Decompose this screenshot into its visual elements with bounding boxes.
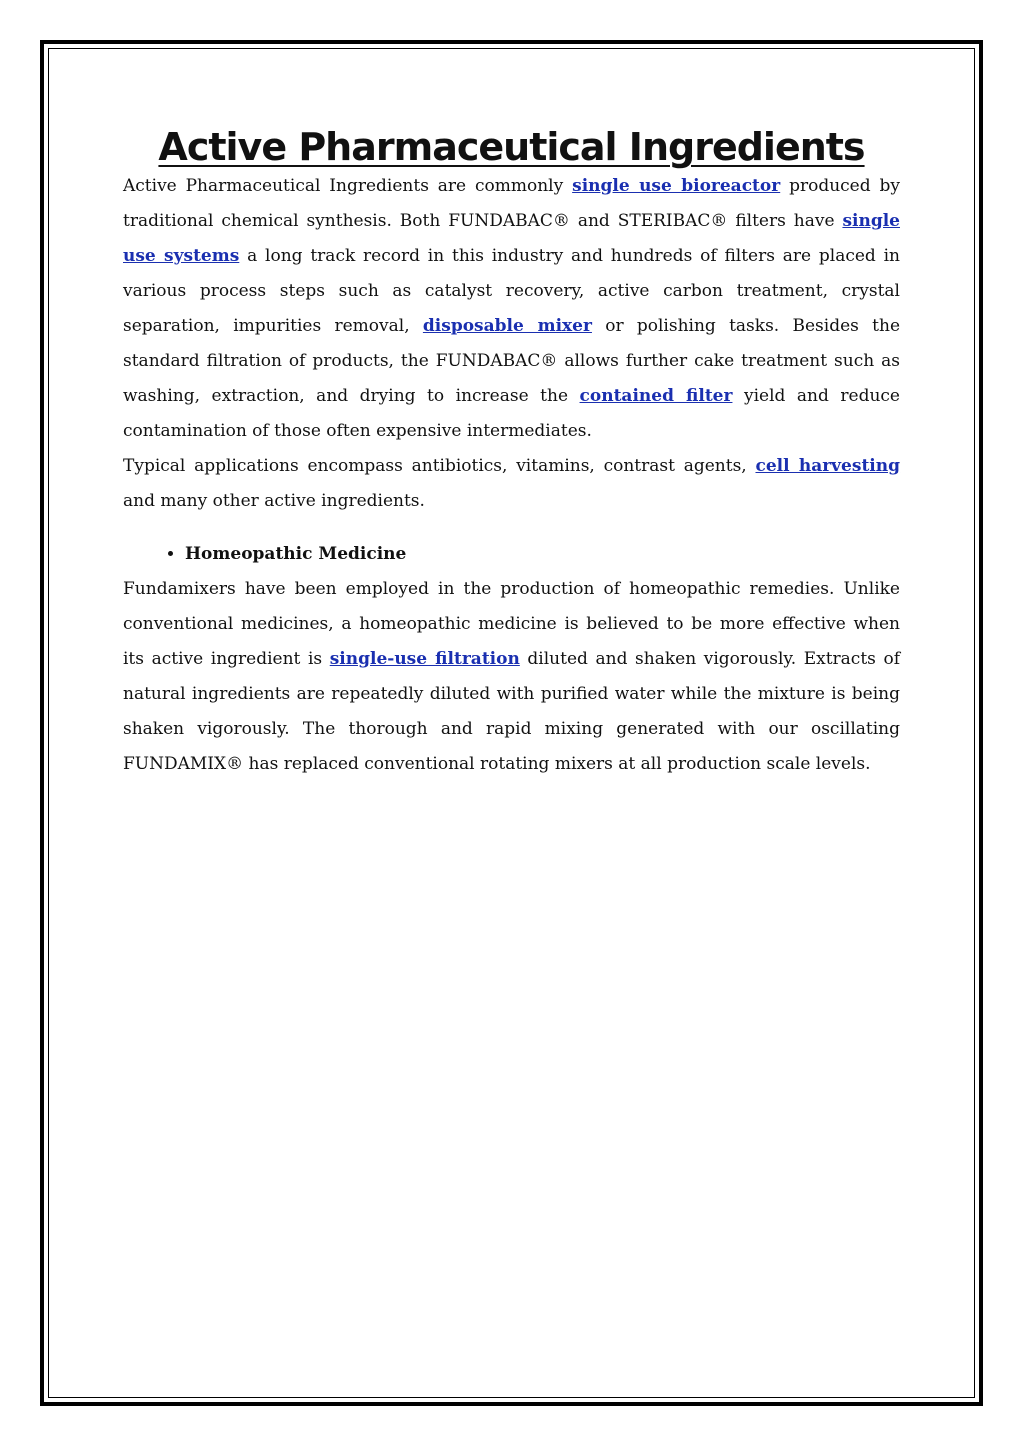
paragraph-text: yield and reduce contamination of those often expensive intermediates. — [123, 386, 900, 441]
link-single-use-systems[interactable]: single use systems — [123, 211, 900, 266]
paragraph-text: Fundamixers have been employed in the production of homeopathic remedies. Unlike conventional medicines, a homeopathic medicine is believed to be more effective when its active ingredient is — [123, 579, 900, 669]
paragraph-text: produced by traditional chemical synthesis. Both FUNDABAC® and STERIBAC® filters have — [123, 176, 900, 231]
paragraph-text: Typical applications encompass antibiotics, vitamins, contrast agents, — [123, 456, 756, 476]
paragraph-text: and many other active ingredients. — [123, 491, 425, 511]
bullet-list — [123, 537, 900, 572]
page-title: Active Pharmaceutical Ingredients — [158, 125, 865, 169]
paragraph-text: Active Pharmaceutical Ingredients are commonly — [123, 176, 573, 196]
link-single-use-bioreactor[interactable]: single use bioreactor — [572, 176, 781, 196]
paragraph-api-intro — [123, 169, 900, 449]
link-single-use-filtration[interactable]: single-use filtration — [329, 649, 520, 669]
link-contained-filter[interactable]: contained filter — [579, 386, 733, 406]
paragraph-text: diluted and shaken vigorously. Extracts of natural ingredients are repeatedly diluted with purified water while the mixture is being shaken vigorously. The thorough and rapid mixing generated with our oscillating FUNDAMIX® has replaced conventional rotating mixers at all production scale levels. — [123, 649, 900, 774]
bullet-item-homeopathic-medicine: • Homeopathic Medicine — [185, 537, 900, 572]
paragraph-text: or polishing tasks. Besides the standard filtration of products, the FUNDABAC® allows further cake treatment such as washing, extraction, and drying to increase the — [123, 316, 901, 406]
paragraph-text: a long track record in this industry and hundreds of filters are placed in various process steps such as catalyst recovery, active carbon treatment, crystal separation, impurities removal, — [123, 246, 900, 336]
paragraph-applications — [123, 449, 900, 519]
paragraph-homeopathic — [123, 572, 900, 782]
link-disposable-mixer[interactable]: disposable mixer — [422, 316, 592, 336]
document-body — [123, 125, 900, 782]
link-cell-harvesting[interactable]: cell harvesting — [755, 456, 901, 476]
